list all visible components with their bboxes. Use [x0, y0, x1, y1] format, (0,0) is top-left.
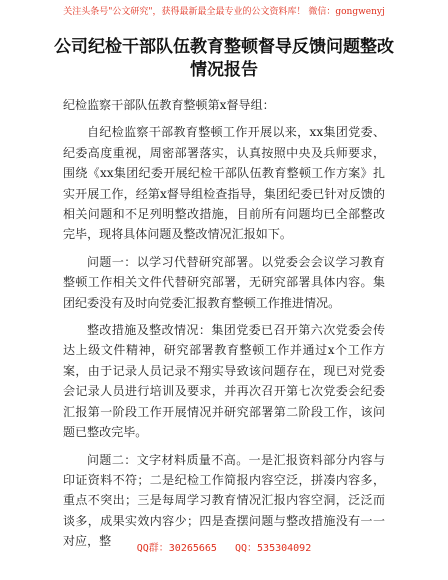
document-body — [63, 95, 385, 559]
paragraph-intro: 自纪检监察干部教育整顿工作开展以来，xx集团党委、纪委高度重视，周密部署落实，认真按照中央及兵师要求，围绕《xx集团纪委开展纪检干部队伍教育整顿工作方案》扎实开展工作，经第x督导组检查指导，集团纪委已针对反馈的相关问题和不足列明整改措施，目前所有问题均已全部整改完毕，现将具体问题及整改情况汇报如下。 — [63, 125, 385, 242]
footer-contact — [0, 543, 448, 555]
salutation: 纪检监察干部队伍教育整顿第x督导组： — [63, 98, 275, 112]
footer-qq: QQ：535304092 — [235, 543, 312, 554]
document-title — [40, 36, 408, 82]
header-banner: 关注头条号"公文研究"，获得最新最全最专业的公文资料库！ 微信：gongwenyj — [63, 7, 385, 17]
title-line-2: 情况报告 — [190, 60, 258, 80]
title-line-1: 公司纪检干部队伍教育整顿督导反馈问题整改 — [54, 37, 394, 57]
footer-qq-group: QQ群：30265665 — [136, 543, 217, 554]
paragraph-issue-1: 问题一：以学习代替研究部署。以党委会会议学习教育整顿工作相关文件代替研究部署，无研究部署具体内容。集团纪委没有及时向党委汇报教育整顿工作推进情况。 — [63, 254, 385, 310]
paragraph-issue-2: 问题二：文字材料质量不高。一是汇报资料部分内容与印证资料不符；二是纪检工作简报内容空泛，拼凑内容多，重点不突出；三是每周学习教育情况汇报内容空洞，泛泛而谈多，成果实效内容少；四是查摆问题与整改措施没有一一对应，整 — [63, 452, 385, 549]
paragraph-rectification-1: 整改措施及整改情况：集团党委已召开第六次党委会传达上级文件精神，研究部署教育整顿工作并通过x个工作方案，由于记录人员记录不翔实导致该问题存在，现已对党委会记录人员进行培训及要求，并再次召开第七次党委会纪委汇报第一阶段工作开展情况并研究部署第二阶段工作，该问题已整改完毕。 — [63, 323, 385, 440]
